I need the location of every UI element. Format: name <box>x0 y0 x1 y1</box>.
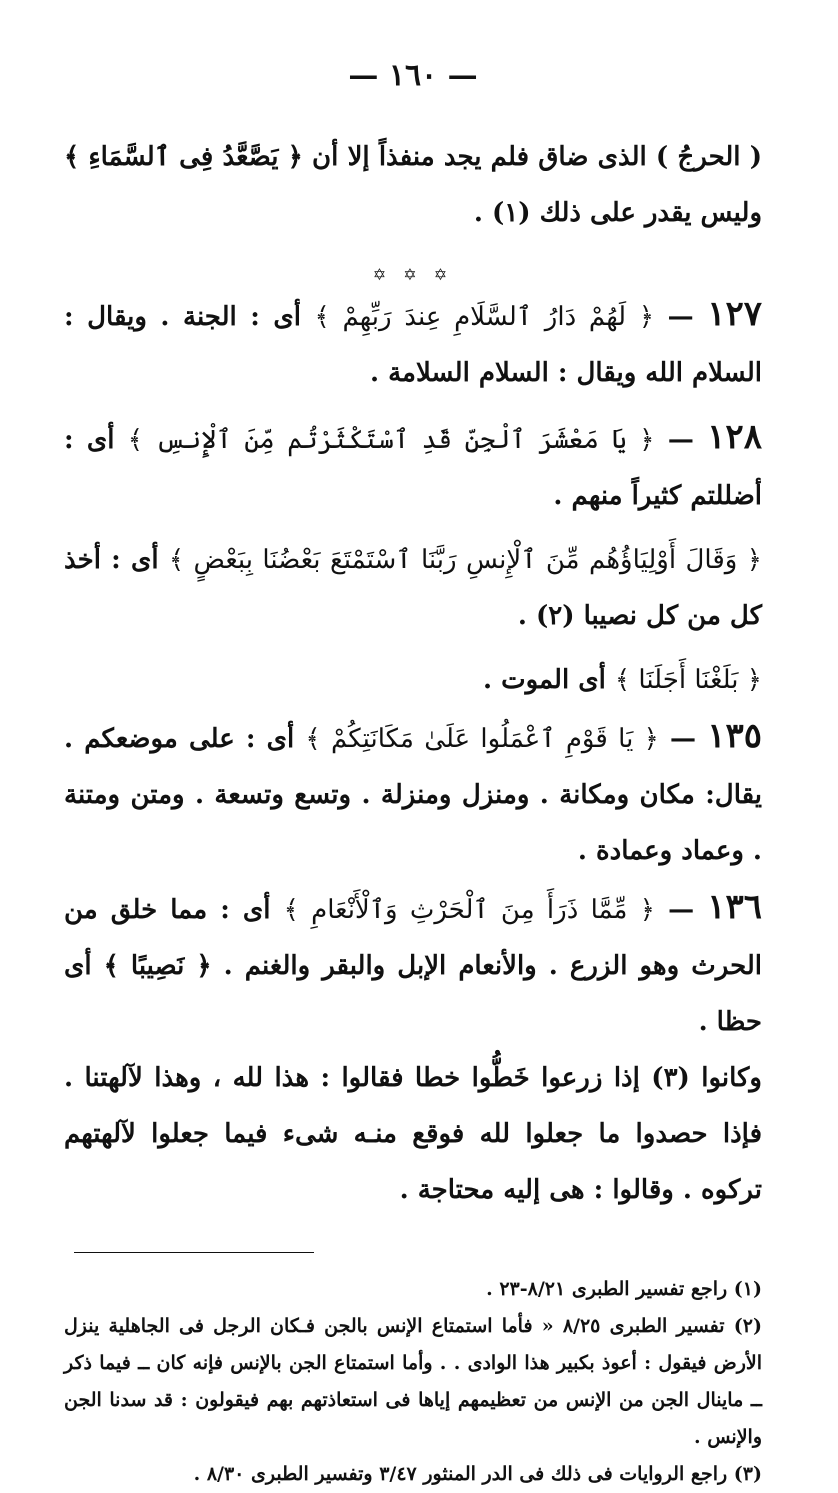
footnote-1: (١) راجع تفسير الطبرى ٨/٢١-٢٣ . <box>486 1278 762 1300</box>
quran-quote: ﴿ وَقَالَ أَوْلِيَاؤُهُم مِّنَ ٱلْإِنسِ رَبَّنَا ٱسْتَمْتَعَ بَعْضُنَا بِبَعْضٍ ﴾ <box>168 545 762 575</box>
quran-quote: ﴿ لَهُمْ دَارُ ٱلسَّلَامِ عِندَ رَبِّهِمْ ﴾ <box>314 302 655 332</box>
entry-text: أى : أضللتم كثيراً منهم . <box>64 425 762 511</box>
page-number: — ١٦٠ — <box>348 58 478 93</box>
verse-number: ١٣٦ <box>707 887 762 927</box>
section-separator: ✡ ✡ ✡ <box>372 265 454 284</box>
entry-128-death <box>64 652 762 708</box>
entry-text: أى : على موضعكم . يقال: مكان ومكانة . ومنزل ومنزلة . وتسع وتسعة . ومتن ومتنة . وعماد وعمادة . <box>64 724 762 866</box>
footnote-3: (٣) راجع الروايات فى ذلك فى الدر المنثور ٣/٤٧ وتفسير الطبرى ٨/٣٠ . <box>193 1463 762 1485</box>
quran-quote: ﴿ بَلَغْنَا أَجَلَنَا ﴾ <box>614 665 762 695</box>
footnote-2: (٢) تفسير الطبرى ٨/٢٥ « فأما استمتاع الإنس بالجن فـكان الرجل فى الجاهلية ينزل الأرض فيقول : أعوذ بكبير هذا الوادى . . وأما استمتاع الجن بالإنس فإنه كان ــ فيما ذكر ــ ماينال الجن من الإنس من تعظيمهم إياها فى استعاذتهم بهم فيقولون : قد سدنا الجن والإنس . <box>64 1315 762 1448</box>
entry-text: أى : أخذ كل من كل نصيبا (٢) . <box>64 545 762 631</box>
entry-text: أى : الجنة . ويقال : السلام الله ويقال : السلام السلامة . <box>64 302 762 388</box>
entry-text: أى الموت . <box>483 665 606 695</box>
quran-quote: ﴿ يَا قَوْمِ ٱعْمَلُوا عَلَىٰ مَكَانَتِكُمْ ﴾ <box>305 724 659 754</box>
footnote-divider <box>74 1252 314 1253</box>
verse-number: ١٣٥ <box>707 716 762 756</box>
quran-quote: ﴿ يَا مَعْشَرَ ٱلْجِنِّ قَدِ ٱسْتَكْثَرْتُم مِّنَ ٱلْإِنسِ ﴾ <box>127 425 655 455</box>
entry-127: ١٢٧ — ﴿ لَهُمْ دَارُ ٱلسَّلَامِ عِندَ رَبِّهِمْ ﴾ أى : الجنة . ويقال : السلام الله ويقال : السلام السلامة . <box>64 294 762 388</box>
verse-number: ١٢٨ <box>707 417 762 457</box>
quran-quote: ﴿ مِّمَّا ذَرَأَ مِنَ ٱلْحَرْثِ وَٱلْأَنْعَامِ ﴾ <box>283 895 656 925</box>
entry-135: ١٣٥ — ﴿ يَا قَوْمِ ٱعْمَلُوا عَلَىٰ مَكَانَتِكُمْ ﴾ أى : على موضعكم . يقال: مكان ومكانة . ومنزل ومنزلة . وتسع وتسعة . ومتن ومتنة . وعماد وعمادة . <box>64 716 762 866</box>
entry-136: ١٣٦ — ﴿ مِّمَّا ذَرَأَ مِنَ ٱلْحَرْثِ وَٱلْأَنْعَامِ ﴾ أى : مما خلق من الحرث وهو الزرع . والأنعام الإبل والبقر والغنم . ﴿ نَصِيبًا ﴾ أى حظا . <box>64 887 762 1037</box>
entry-text: أى : مما خلق من الحرث وهو الزرع . والأنعام الإبل والبقر والغنم . ﴿ نَصِيبًا ﴾ أى حظا . <box>64 895 762 1037</box>
entry-128-continued <box>64 532 762 644</box>
verse-number: ١٢٧ <box>707 294 762 334</box>
entry-128: ١٢٨ — ﴿ يَا مَعْشَرَ ٱلْجِنِّ قَدِ ٱسْتَكْثَرْتُم مِّنَ ٱلْإِنسِ ﴾ أى : أضللتم كثيراً منهم . <box>64 417 762 511</box>
intro-paragraph: ( الحرجُ ) الذى ضاق فلم يجد منفذاً إلا أن ﴿ يَصَّعَّدُ فِى ٱلسَّمَاءِ ﴾ وليس يقدر على ذلك (١) . <box>64 142 762 228</box>
closing-paragraph: وكانوا (٣) إذا زرعوا خَطُّوا خطا فقالوا : هذا لله ، وهذا لآلهتنا . فإذا حصدوا ما جعلوا لله فوقع منـه شىء فيما جعلوا لآلهتهم تركوه . وقالوا : هى إليه محتاجة . <box>64 1063 762 1205</box>
